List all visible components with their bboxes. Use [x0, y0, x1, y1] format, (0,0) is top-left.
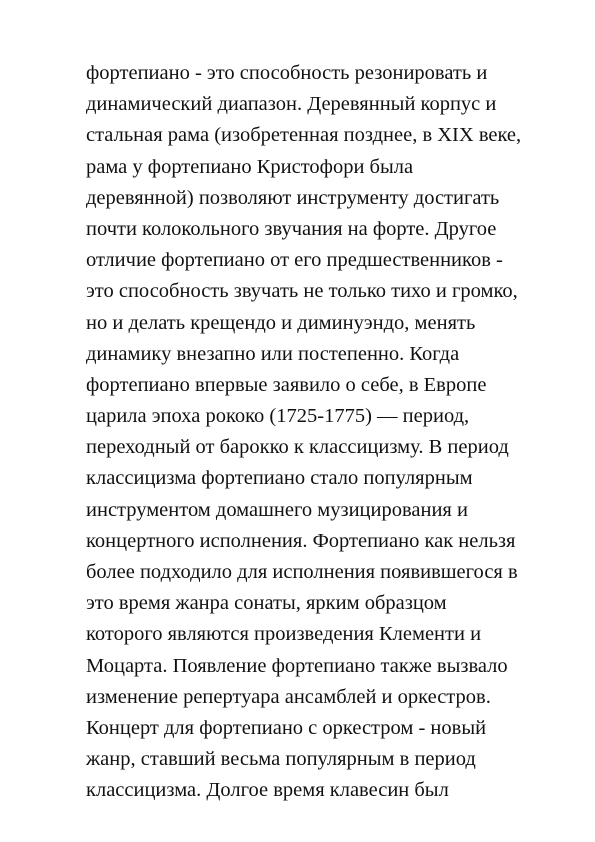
- text-line: Концерт для фортепиано с оркестром - новый: [86, 716, 487, 739]
- text-line: фортепиано - это способность резонировать и: [86, 62, 488, 84]
- text-line: инструментом домашнего музицирования и: [86, 498, 468, 521]
- text-line: более подходило для исполнения появившегося в: [86, 561, 518, 583]
- text-line: жанр, ставший весьма популярным в период: [86, 748, 476, 771]
- text-line: отличие фортепиано от его предшественников -: [86, 249, 503, 272]
- text-line: переходный от барокко к классицизму. В период: [86, 436, 509, 459]
- text-line: классицизма. Долгое время клавесин был: [86, 779, 449, 802]
- text-line: которого являются произведения Клементи и: [86, 623, 482, 646]
- text-line: изменение репертуара ансамблей и оркестров.: [86, 685, 491, 708]
- text-line: концертного исполнения. Фортепиано как нельзя: [86, 529, 516, 552]
- text-line: динамический диапазон. Деревянный корпус и: [86, 93, 497, 116]
- text-line: фортепиано впервые заявило о себе, в Европе: [86, 373, 487, 396]
- text-line: Моцарта. Появление фортепиано также вызвало: [86, 654, 508, 677]
- text-line: стальная рама (изобретенная позднее, в XIX веке,: [86, 124, 522, 147]
- text-line: динамику внезапно или постепенно. Когда: [86, 342, 460, 365]
- text-line: царила эпоха рококо (1725-1775) — период,: [86, 405, 470, 428]
- text-line: рама у фортепиано Кристофори была: [86, 155, 414, 178]
- text-line: почти колокольного звучания на форте. Другое: [86, 217, 497, 240]
- text-line: классицизма фортепиано стало популярным: [86, 467, 473, 490]
- text-line: это способность звучать не только тихо и громко,: [86, 280, 518, 303]
- body-paragraph: [86, 58, 566, 807]
- text-line: деревянной) позволяют инструменту достигать: [86, 186, 500, 209]
- text-line: это время жанра сонаты, ярким образцом: [86, 592, 447, 615]
- text-line: но и делать крещендо и диминуэндо, менять: [86, 311, 476, 334]
